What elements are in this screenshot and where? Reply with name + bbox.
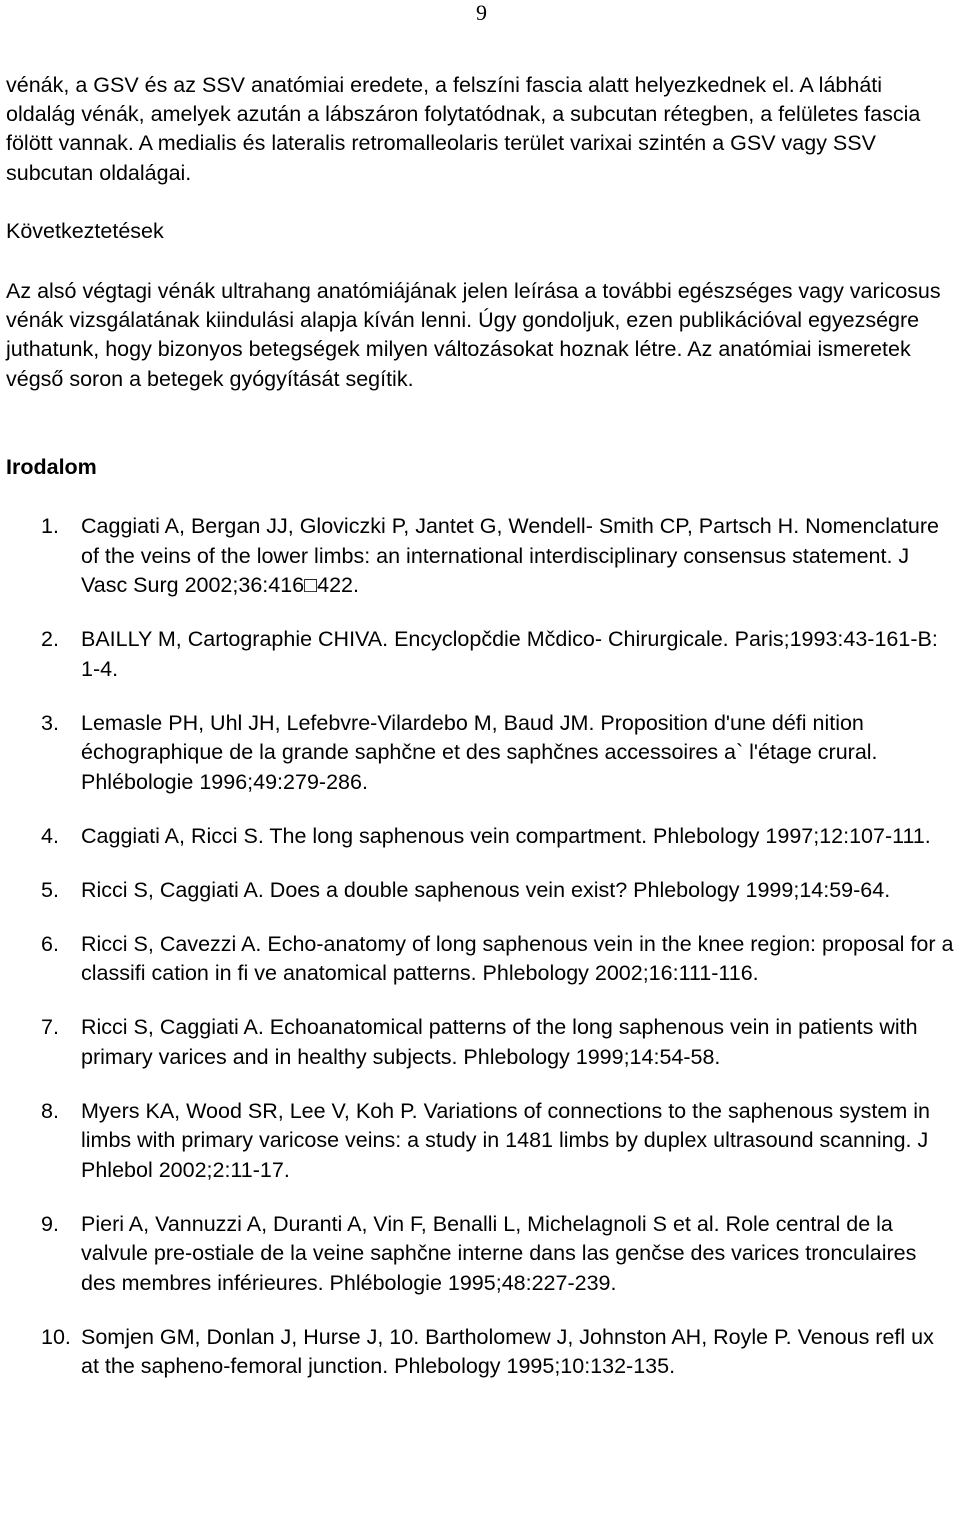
reference-item: [0, 625, 960, 684]
reference-number: 2.: [41, 627, 59, 651]
intro-paragraph: vénák, a GSV és az SSV anatómiai eredete, a felszíni fascia alatt helyezkednek el. A lábháti oldalág vénák, amelyek azután a lábszáron folytatódnak, a subcutan rétegben, a felületes fascia fölött vannak. A medialis és lateralis retromalleolaris terület varixai szintén a GSV vagy SSV subcutan oldalágai.: [6, 73, 921, 185]
reference-number: 8.: [41, 1098, 59, 1123]
reference-item: [0, 1323, 960, 1382]
reference-item: [0, 1210, 960, 1299]
reference-number: 5.: [41, 877, 59, 902]
reference-text: Lemasle PH, Uhl JH, Lefebvre-Vilardebo M, Baud JM. Proposition d'une défi nition échographique de la grande saphčne et des saphčnes accessoires a` l'étage crural. Phlébologie 1996;49:279-286.: [81, 710, 878, 794]
reference-item: [0, 876, 960, 906]
reference-text: BAILLY M, Cartographie CHIVA. Encyclopčdie Mčdico- Chirurgicale. Paris;1993:43-161-B: 1-4.: [81, 627, 938, 681]
reference-number: 3.: [41, 710, 59, 735]
conclusions-heading: Következtetések: [6, 219, 164, 243]
reference-number: 1.: [41, 514, 59, 538]
page-number: 9: [476, 0, 487, 25]
reference-item: [0, 822, 960, 852]
reference-item: [0, 1097, 960, 1186]
reference-text: Somjen GM, Donlan J, Hurse J, 10. Bartholomew J, Johnston AH, Royle P. Venous refl ux at the sapheno-femoral junction. Phlebology 1995;10:132-135.: [81, 1324, 934, 1378]
reference-text: Myers KA, Wood SR, Lee V, Koh P. Variations of connections to the saphenous system in limbs with primary varicose veins: a study in 1481 limbs by duplex ultrasound scanning. J Phlebol 2002;2:11-17.: [81, 1098, 930, 1182]
reference-text: Ricci S, Cavezzi A. Echo-anatomy of long saphenous vein in the knee region: proposal for a classifi cation in fi ve anatomical patterns. Phlebology 2002;16:111-116.: [81, 931, 954, 985]
reference-text: Ricci S, Caggiati A. Echoanatomical patterns of the long saphenous vein in patients with primary varices and in healthy subjects. Phlebology 1999;14:54-58.: [81, 1015, 918, 1069]
reference-number: 6.: [41, 931, 59, 956]
conclusions-paragraph: Az alsó végtagi vénák ultrahang anatómiájának jelen leírása a további egészséges vagy varicosus vénák vizsgálatának kiindulási alapja kíván lenni. Úgy gondoljuk, ezen publikációval egyezségre juthatunk, hogy bizonyos betegségek milyen változásokat hoznak létre. Az anatómiai ismeretek végső soron a betegek gyógyítását segítik.: [6, 279, 941, 391]
reference-text: Ricci S, Caggiati A. Does a double saphenous vein exist? Phlebology 1999;14:59-64.: [81, 877, 891, 902]
reference-number: 4.: [41, 823, 59, 848]
reference-item: [0, 1013, 960, 1072]
reference-text: Caggiati A, Ricci S. The long saphenous vein compartment. Phlebology 1997;12:107-111.: [81, 823, 931, 848]
reference-list: [0, 512, 960, 1406]
references-heading: Irodalom: [6, 455, 97, 479]
reference-number: 7.: [41, 1015, 59, 1039]
reference-text: Pieri A, Vannuzzi A, Duranti A, Vin F, Benalli L, Michelagnoli S et al. Role central de la valvule pre-ostiale de la veine saphčne interne dans las genčse des varices tronculaires des membres inférieures. Phlébologie 1995;48:227-239.: [81, 1211, 917, 1295]
reference-text: Caggiati A, Bergan JJ, Gloviczki P, Jantet G, Wendell- Smith CP, Partsch H. Nomenclature of the veins of the lower limbs: an international interdisciplinary consensus statement. J Vasc Surg 2002;36:416□422.: [81, 514, 939, 597]
reference-number: 10.: [41, 1324, 71, 1349]
reference-item: [0, 930, 960, 989]
reference-item: [0, 709, 960, 798]
reference-item: [0, 512, 960, 601]
reference-number: 9.: [41, 1211, 59, 1236]
